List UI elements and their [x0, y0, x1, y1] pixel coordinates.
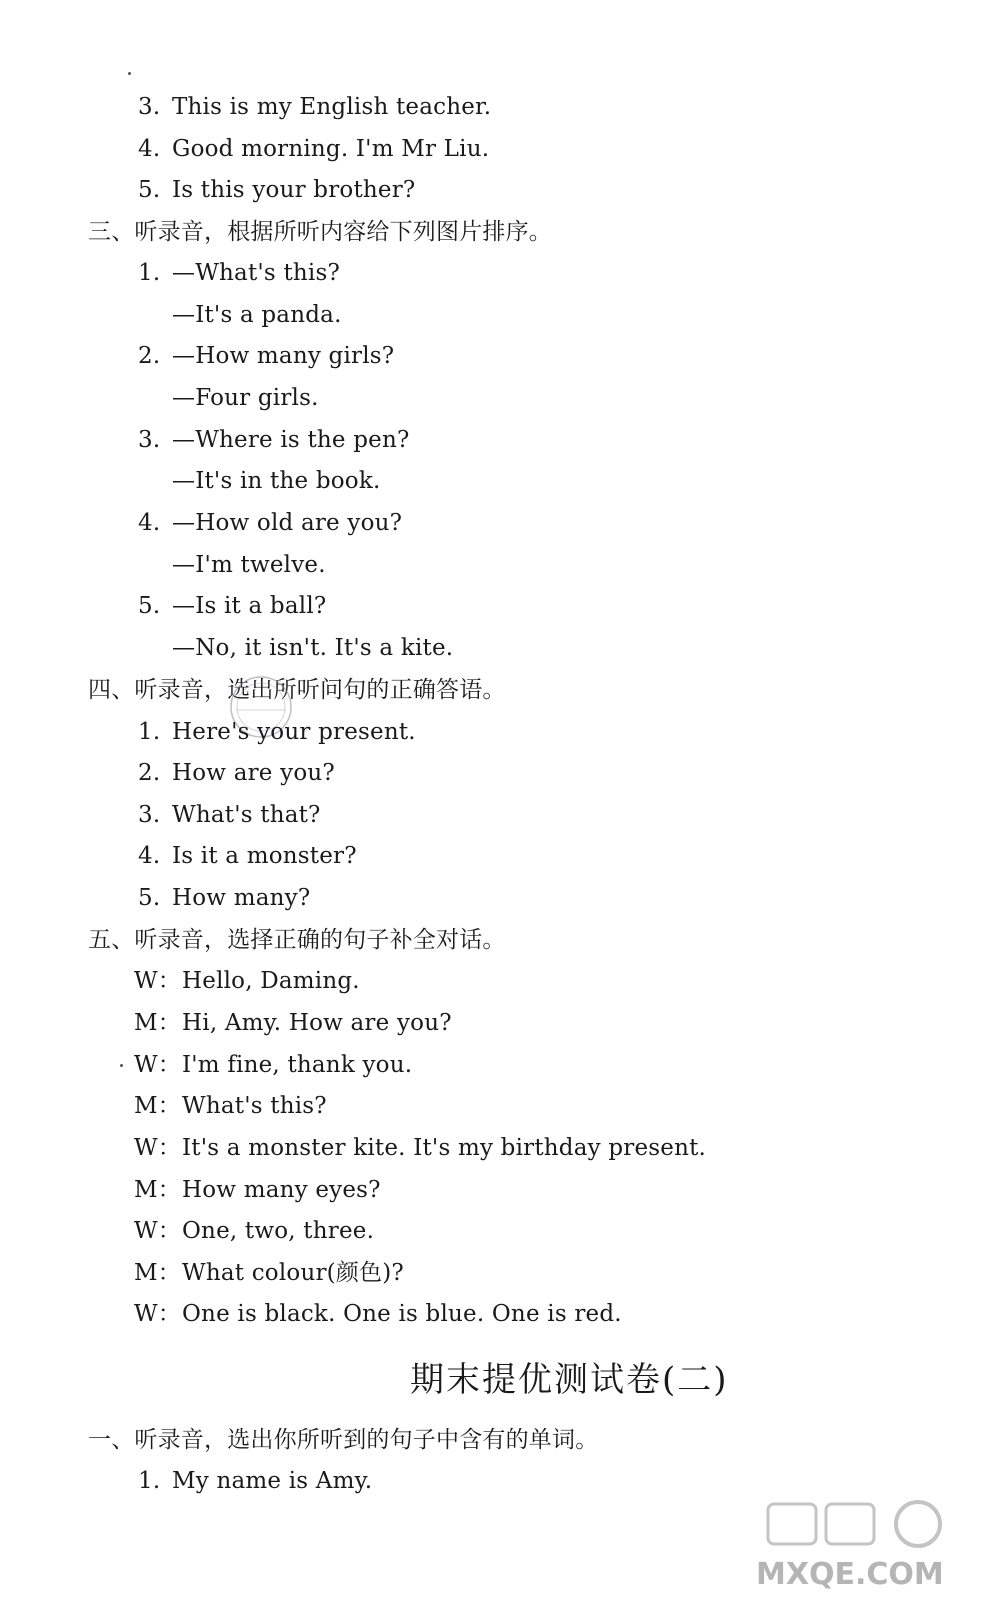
list-item: 3. What's that?	[138, 802, 321, 828]
list-item: 2. —How many girls?	[138, 343, 395, 369]
list-item: 2. How are you?	[138, 760, 335, 786]
list-item: 3. This is my English teacher.	[138, 94, 492, 120]
answer-line: —Four girls.	[172, 385, 319, 411]
list-item: 5. Is this your brother?	[138, 177, 416, 203]
watermark-text: MXQE.COM	[756, 1557, 944, 1592]
list-item: 5. —Is it a ball?	[138, 593, 327, 619]
section-heading-3: 三、听录音，根据所听内容给下列图片排序。	[88, 219, 552, 245]
dialogue-line: W：Hello, Daming.	[134, 968, 360, 994]
watermark-logo	[748, 1500, 978, 1592]
scan-dot	[120, 1064, 123, 1067]
page-title: 期末提优测试卷(二)	[410, 1360, 729, 1400]
list-item: 3. —Where is the pen?	[138, 427, 410, 453]
dialogue-line: M：Hi, Amy. How are you?	[134, 1010, 452, 1036]
list-item: 5. How many?	[138, 885, 311, 911]
section-heading-5: 五、听录音，选择正确的句子补全对话。	[88, 927, 506, 953]
dialogue-line: W：I'm fine, thank you.	[134, 1052, 413, 1078]
dialogue-line: M：What's this?	[134, 1093, 327, 1119]
answer-line: —No, it isn't. It's a kite.	[172, 635, 454, 661]
dialogue-line: W：It's a monster kite. It's my birthday present.	[134, 1135, 707, 1161]
dialogue-line: W：One is black. One is blue. One is red.	[134, 1301, 622, 1327]
answer-line: —I'm twelve.	[172, 552, 326, 578]
list-item: 4. Is it a monster?	[138, 843, 357, 869]
dialogue-line: M：What colour(颜色)?	[134, 1260, 404, 1286]
scan-dot	[128, 72, 131, 75]
dialogue-line: M：How many eyes?	[134, 1177, 381, 1203]
list-item: 1. My name is Amy.	[138, 1468, 373, 1494]
dialogue-line: W：One, two, three.	[134, 1218, 375, 1244]
list-item: 1. Here's your present.	[138, 719, 416, 745]
section-heading-4: 四、听录音，选出所听问句的正确答语。	[88, 677, 506, 703]
answer-line: —It's a panda.	[172, 302, 342, 328]
list-item: 1. —What's this?	[138, 260, 340, 286]
section-heading-1: 一、听录音，选出你所听到的句子中含有的单词。	[88, 1427, 599, 1453]
list-item: 4. —How old are you?	[138, 510, 403, 536]
list-item: 4. Good morning. I'm Mr Liu.	[138, 136, 490, 162]
answer-line: —It's in the book.	[172, 468, 381, 494]
